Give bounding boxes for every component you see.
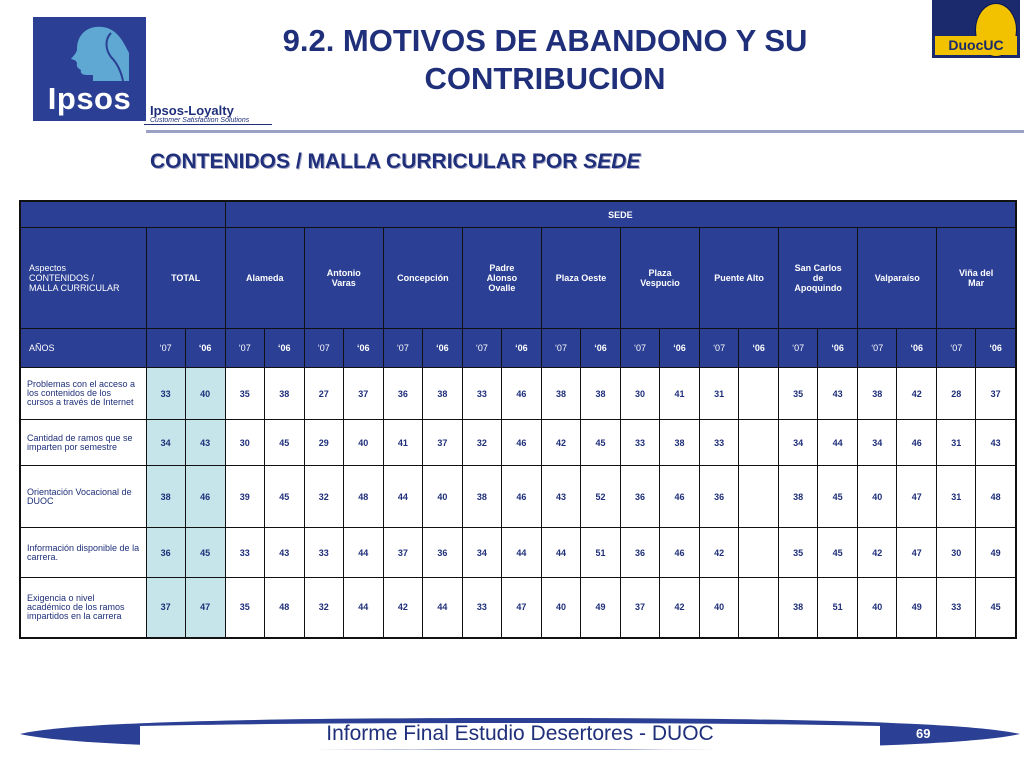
year-07-header: ‘07 xyxy=(621,329,660,368)
ipsos-logo xyxy=(33,17,146,121)
data-cell: 44 xyxy=(383,466,422,528)
data-cell: 34 xyxy=(779,420,818,466)
table-row xyxy=(20,466,1016,528)
data-cell: 48 xyxy=(343,466,383,528)
year-06-header: ‘06 xyxy=(897,329,937,368)
data-cell: 35 xyxy=(779,528,818,578)
year-06-header: ‘06 xyxy=(580,329,620,368)
sede-name-line: de xyxy=(812,273,824,283)
data-cell: 40 xyxy=(185,368,225,420)
data-cell: 49 xyxy=(580,578,620,638)
data-cell: 37 xyxy=(146,578,185,638)
loyalty-tagline: Customer Satisfaction Solutions xyxy=(150,117,250,124)
sede-header xyxy=(383,228,462,329)
loyalty-underline xyxy=(144,124,272,125)
sede-name-line: Varas xyxy=(331,278,356,288)
ipsos-brand-text: Ipsos xyxy=(47,81,132,116)
data-cell: 48 xyxy=(976,466,1016,528)
year-06-header: ‘06 xyxy=(818,329,858,368)
page-number: 69 xyxy=(916,726,931,741)
data-cell: 33 xyxy=(462,368,501,420)
data-cell: 40 xyxy=(858,466,897,528)
data-cell: 44 xyxy=(422,578,462,638)
data-cell: 45 xyxy=(264,466,304,528)
data-cell: 46 xyxy=(660,528,700,578)
data-cell xyxy=(739,466,779,528)
data-cell: 32 xyxy=(462,420,501,466)
year-07-header: ‘07 xyxy=(700,329,739,368)
sede-name-line: Plaza Oeste xyxy=(555,273,607,283)
year-06-header: ‘06 xyxy=(343,329,383,368)
subtitle-italic: SEDE xyxy=(583,150,641,173)
corner-blank xyxy=(20,201,225,228)
data-cell: 42 xyxy=(897,368,937,420)
sede-name-line: Alonso xyxy=(486,273,518,283)
year-06-header: ‘06 xyxy=(185,329,225,368)
data-cell: 30 xyxy=(621,368,660,420)
sede-name-line: Padre xyxy=(489,263,515,273)
sede-header xyxy=(937,228,1016,329)
year-06-header: ‘06 xyxy=(264,329,304,368)
corner-label-line: CONTENIDOS / xyxy=(29,273,95,283)
data-cell: 33 xyxy=(146,368,185,420)
corner-label-line: Aspectos xyxy=(29,263,67,273)
data-cell: 49 xyxy=(976,528,1016,578)
duoc-logo-text: DuocUC xyxy=(948,37,1004,53)
data-cell: 28 xyxy=(937,368,976,420)
year-07-header: ‘07 xyxy=(541,329,580,368)
data-cell: 30 xyxy=(225,420,264,466)
title-line-2: CONTRIBUCION xyxy=(424,61,666,96)
data-cell: 34 xyxy=(462,528,501,578)
years-row xyxy=(20,329,1016,368)
year-06-header: ‘06 xyxy=(501,329,541,368)
ipsos-loyalty-logo xyxy=(150,103,249,124)
data-cell: 37 xyxy=(383,528,422,578)
sede-name-line: Vespucio xyxy=(640,278,680,288)
data-cell: 45 xyxy=(185,528,225,578)
column-header-row xyxy=(20,228,1016,329)
sede-header-row xyxy=(20,201,1016,228)
data-cell: 46 xyxy=(897,420,937,466)
table-row xyxy=(20,420,1016,466)
year-07-header: ‘07 xyxy=(937,329,976,368)
year-07-header: ‘07 xyxy=(383,329,422,368)
data-cell: 38 xyxy=(462,466,501,528)
year-07-header: ‘07 xyxy=(779,329,818,368)
data-cell: 33 xyxy=(304,528,343,578)
sede-name-line: Apoquindo xyxy=(794,283,842,293)
subtitle-main: CONTENIDOS / MALLA CURRICULAR POR xyxy=(150,150,584,173)
data-cell: 37 xyxy=(621,578,660,638)
data-cell: 43 xyxy=(541,466,580,528)
data-cell: 38 xyxy=(146,466,185,528)
row-label: Problemas con el acceso a los contenidos de los cursos a través de Internet xyxy=(20,368,146,420)
data-cell xyxy=(739,420,779,466)
data-cell: 38 xyxy=(779,578,818,638)
data-cell: 35 xyxy=(225,578,264,638)
data-cell: 33 xyxy=(700,420,739,466)
data-cell: 31 xyxy=(700,368,739,420)
sede-header xyxy=(700,228,779,329)
data-cell: 40 xyxy=(422,466,462,528)
title-line-1: 9.2. MOTIVOS DE ABANDONO Y SU xyxy=(282,23,808,58)
data-cell: 48 xyxy=(264,578,304,638)
data-cell: 32 xyxy=(304,466,343,528)
data-cell: 46 xyxy=(501,466,541,528)
data-cell: 45 xyxy=(976,578,1016,638)
data-cell: 38 xyxy=(264,368,304,420)
data-cell: 42 xyxy=(660,578,700,638)
data-cell: 44 xyxy=(343,578,383,638)
data-cell: 43 xyxy=(185,420,225,466)
sede-name-line: Puente Alto xyxy=(714,273,764,283)
data-cell: 37 xyxy=(976,368,1016,420)
year-06-header: ‘06 xyxy=(422,329,462,368)
data-cell: 40 xyxy=(700,578,739,638)
sede-name-line: Viña del xyxy=(958,268,994,278)
table-row xyxy=(20,528,1016,578)
data-cell: 34 xyxy=(858,420,897,466)
data-cell: 33 xyxy=(225,528,264,578)
row-label: Información disponible de la carrera. xyxy=(20,528,146,578)
corner-label-line: MALLA CURRICULAR xyxy=(29,283,120,293)
corner-label xyxy=(20,228,146,329)
data-cell: 37 xyxy=(422,420,462,466)
data-cell: 40 xyxy=(858,578,897,638)
year-07-header: ‘07 xyxy=(304,329,343,368)
data-cell: 38 xyxy=(660,420,700,466)
data-cell: 40 xyxy=(541,578,580,638)
data-cell: 36 xyxy=(700,466,739,528)
header-divider xyxy=(146,130,1024,133)
data-cell: 49 xyxy=(897,578,937,638)
page-title xyxy=(225,22,865,98)
sede-header xyxy=(304,228,383,329)
data-cell: 44 xyxy=(501,528,541,578)
data-cell: 44 xyxy=(343,528,383,578)
data-cell: 32 xyxy=(304,578,343,638)
year-06-header: ‘06 xyxy=(660,329,700,368)
data-cell: 42 xyxy=(541,420,580,466)
data-cell xyxy=(739,528,779,578)
data-cell: 33 xyxy=(937,578,976,638)
sede-name-line: Concepción xyxy=(397,273,449,283)
data-cell: 31 xyxy=(937,420,976,466)
data-cell: 36 xyxy=(146,528,185,578)
year-07-header: ‘07 xyxy=(858,329,897,368)
data-cell: 35 xyxy=(779,368,818,420)
sede-header xyxy=(858,228,937,329)
footer-bar xyxy=(20,716,1020,752)
data-cell: 35 xyxy=(225,368,264,420)
data-cell: 43 xyxy=(818,368,858,420)
data-cell: 43 xyxy=(264,528,304,578)
data-cell: 47 xyxy=(501,578,541,638)
data-cell: 46 xyxy=(501,368,541,420)
data-cell: 46 xyxy=(660,466,700,528)
data-cell: 47 xyxy=(185,578,225,638)
data-cell: 44 xyxy=(818,420,858,466)
data-cell: 36 xyxy=(383,368,422,420)
table-row xyxy=(20,578,1016,638)
row-label: Orientación Vocacional de DUOC xyxy=(20,466,146,528)
data-cell: 38 xyxy=(779,466,818,528)
data-cell: 38 xyxy=(580,368,620,420)
data-cell: 42 xyxy=(383,578,422,638)
data-cell: 52 xyxy=(580,466,620,528)
data-cell: 51 xyxy=(580,528,620,578)
loyalty-name: Ipsos-Loyalty xyxy=(150,103,234,118)
sede-name-line: Mar xyxy=(968,278,985,288)
year-06-header: ‘06 xyxy=(976,329,1016,368)
data-cell: 45 xyxy=(264,420,304,466)
face-profile-icon xyxy=(51,23,129,81)
year-07-header: ‘07 xyxy=(146,329,185,368)
data-cell: 40 xyxy=(343,420,383,466)
data-table xyxy=(19,200,1017,639)
year-07-header: ‘07 xyxy=(462,329,501,368)
data-cell: 47 xyxy=(897,528,937,578)
data-cell: 51 xyxy=(818,578,858,638)
sede-group-header: SEDE xyxy=(225,201,1016,228)
table-row xyxy=(20,368,1016,420)
data-cell: 38 xyxy=(858,368,897,420)
data-cell: 41 xyxy=(660,368,700,420)
data-cell: 45 xyxy=(818,528,858,578)
years-label: AÑOS xyxy=(20,329,146,368)
data-cell: 30 xyxy=(937,528,976,578)
row-label: Exigencia o nivel académico de los ramos impartidos en la carrera xyxy=(20,578,146,638)
footer-text: Informe Final Estudio Desertores - DUOC xyxy=(326,722,714,745)
duoc-logo xyxy=(932,0,1020,58)
data-cell: 42 xyxy=(858,528,897,578)
data-cell xyxy=(739,368,779,420)
sede-name-line: Ovalle xyxy=(488,283,516,293)
sede-header xyxy=(779,228,858,329)
data-cell: 31 xyxy=(937,466,976,528)
data-cell: 36 xyxy=(621,466,660,528)
data-cell: 45 xyxy=(580,420,620,466)
data-cell: 29 xyxy=(304,420,343,466)
data-cell: 37 xyxy=(343,368,383,420)
data-cell: 36 xyxy=(422,528,462,578)
sede-name-line: Antonio xyxy=(326,268,361,278)
data-cell: 38 xyxy=(541,368,580,420)
sede-name-line: Alameda xyxy=(245,273,284,283)
data-cell: 33 xyxy=(621,420,660,466)
total-header: TOTAL xyxy=(146,228,225,329)
sede-header xyxy=(541,228,620,329)
section-subtitle xyxy=(150,150,640,174)
year-06-header: ‘06 xyxy=(739,329,779,368)
data-cell: 45 xyxy=(818,466,858,528)
row-label: Cantidad de ramos que se imparten por semestre xyxy=(20,420,146,466)
data-cell: 34 xyxy=(146,420,185,466)
data-cell: 43 xyxy=(976,420,1016,466)
data-cell: 44 xyxy=(541,528,580,578)
sede-header xyxy=(462,228,541,329)
data-cell: 36 xyxy=(621,528,660,578)
data-cell xyxy=(739,578,779,638)
data-cell: 27 xyxy=(304,368,343,420)
year-07-header: ‘07 xyxy=(225,329,264,368)
data-cell: 38 xyxy=(422,368,462,420)
sede-header xyxy=(225,228,304,329)
data-cell: 46 xyxy=(185,466,225,528)
sede-header xyxy=(621,228,700,329)
data-cell: 47 xyxy=(897,466,937,528)
sede-name-line: Plaza xyxy=(648,268,672,278)
data-cell: 41 xyxy=(383,420,422,466)
data-cell: 46 xyxy=(501,420,541,466)
data-cell: 42 xyxy=(700,528,739,578)
sede-name-line: Valparaíso xyxy=(874,273,920,283)
sede-name-line: San Carlos xyxy=(794,263,842,273)
data-cell: 33 xyxy=(462,578,501,638)
data-cell: 39 xyxy=(225,466,264,528)
